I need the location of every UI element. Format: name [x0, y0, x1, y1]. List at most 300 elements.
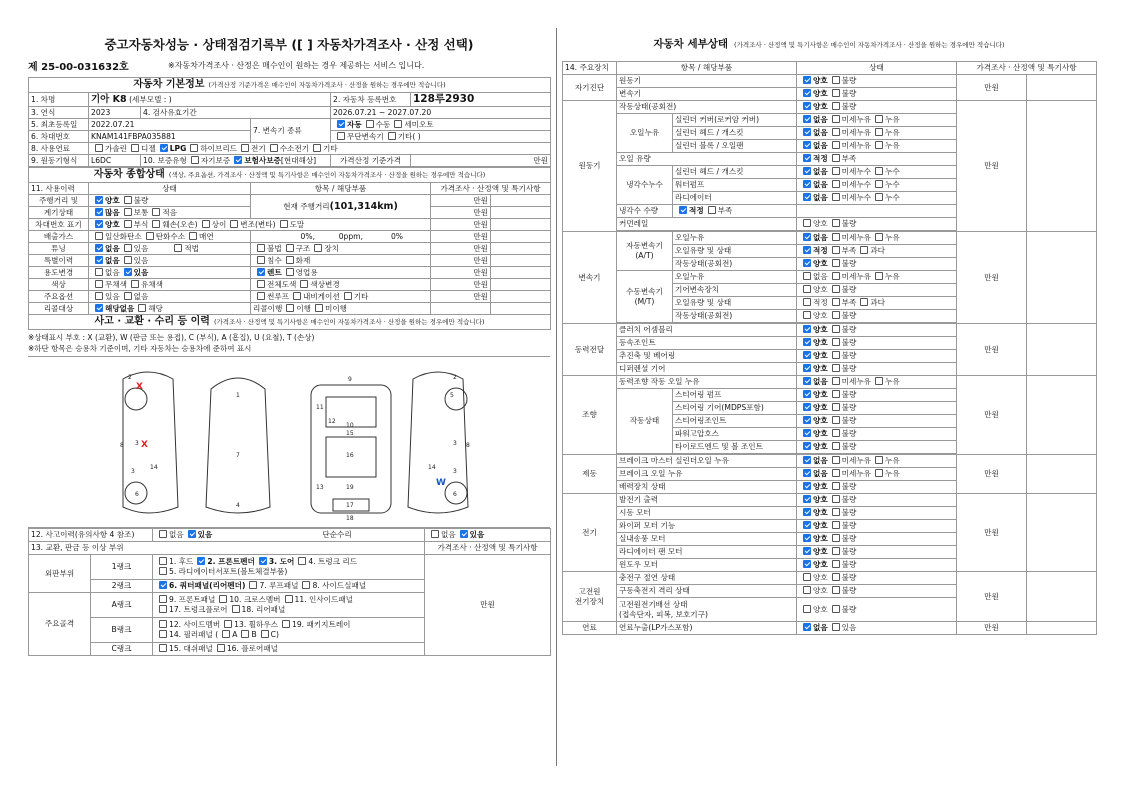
status-brake-oil: 없음 미세누유 누유: [797, 468, 957, 481]
group-fuel: 연료: [563, 622, 617, 635]
isolation-good-checkbox[interactable]: [803, 586, 811, 594]
row-usage-change: 용도변경: [29, 267, 89, 279]
note-basis: ※하단 항목은 승용차 기준이며, 기타 자동차는 승용차에 준하여 표시: [28, 344, 252, 353]
model-year: 2023: [89, 107, 141, 119]
lbl-n8-left: 8: [120, 442, 124, 449]
port-good-checkbox[interactable]: [803, 573, 811, 581]
options-items: 썬루프 내비게이션 기타: [251, 291, 431, 303]
status-ps-oil-leak: 없음 미세누유 누유: [797, 376, 957, 389]
at-leak-leak-checkbox[interactable]: [875, 233, 883, 241]
vin-diff-checkbox[interactable]: [202, 220, 210, 228]
left-panel: [28, 28, 550, 656]
master-fine-checkbox[interactable]: [832, 456, 840, 464]
shaft-bad-checkbox[interactable]: [832, 351, 840, 359]
rail-good-checkbox[interactable]: [803, 219, 811, 227]
price-engine: 만원: [957, 101, 1027, 232]
item-mt-oil-leak: 오일누유: [673, 271, 797, 284]
master-leak-checkbox[interactable]: [875, 456, 883, 464]
recall-applicable-checkbox[interactable]: [138, 304, 146, 312]
brake-oil-fine-checkbox[interactable]: [832, 469, 840, 477]
item-at-idle: 작동상태(공회전): [673, 258, 797, 271]
mt-gear-good-checkbox[interactable]: [803, 285, 811, 293]
side-sill-checkbox[interactable]: [302, 581, 310, 589]
sd-engine-bad-checkbox[interactable]: [832, 76, 840, 84]
fuel-lpg-checkbox[interactable]: [160, 144, 168, 152]
cyl-block-none-checkbox[interactable]: [803, 141, 811, 149]
at-oil-proper-checkbox[interactable]: [803, 246, 811, 254]
cyl-cover-leak-checkbox[interactable]: [875, 115, 883, 123]
co-checkbox[interactable]: [95, 232, 103, 240]
clutch-bad-checkbox[interactable]: [832, 325, 840, 333]
status-sd-engine: 양호 불량: [797, 75, 957, 88]
fire-checkbox[interactable]: [286, 256, 294, 264]
fuel-gasoline-checkbox[interactable]: [95, 144, 103, 152]
price-basis-value: 만원: [411, 155, 551, 167]
price-color: 만원: [431, 279, 491, 291]
starter-bad-checkbox[interactable]: [832, 508, 840, 516]
status-hv-wiring: 양호 불량: [797, 598, 957, 622]
door-checkbox[interactable]: [259, 557, 267, 565]
car-left-side: [123, 372, 178, 513]
lbl-n9: 9: [348, 376, 352, 383]
status-cyl-cover: 없음 미세누유 누유: [797, 114, 957, 127]
simple-exist-checkbox[interactable]: [460, 530, 468, 538]
window-bad-checkbox[interactable]: [832, 560, 840, 568]
row-recall: 리콜대상: [29, 303, 89, 315]
gauge-bad-checkbox[interactable]: [124, 196, 132, 204]
row-special: 특별이력: [29, 255, 89, 267]
col-detail-price: 가격조사 · 산정액 및 특기사항: [957, 62, 1097, 75]
wiper-good-checkbox[interactable]: [803, 521, 811, 529]
accident-none-checkbox[interactable]: [159, 530, 167, 538]
special-items: 침수 화재: [251, 255, 431, 267]
trunk-lid-checkbox[interactable]: [298, 557, 306, 565]
vin-mark-status: 양호 부식 훼손(오손) 상이 변조(변타) 도말: [89, 219, 431, 231]
chromatic-checkbox[interactable]: [131, 280, 139, 288]
radiator-fine-checkbox[interactable]: [832, 193, 840, 201]
item-steer-joint: 스티어링조인트: [673, 415, 797, 428]
vin-damage-checkbox[interactable]: [152, 220, 160, 228]
item-master-cyl: 브레이크 마스터 실린더오일 누유: [617, 455, 797, 468]
booster-good-checkbox[interactable]: [803, 482, 811, 490]
engine-type: L6DC: [89, 155, 141, 167]
mileage-status1: 양호 불량: [89, 195, 251, 207]
cyl-block-fine-checkbox[interactable]: [832, 141, 840, 149]
window-good-checkbox[interactable]: [803, 560, 811, 568]
mark-w-quarter-panel: W: [436, 478, 446, 488]
vin-good-checkbox[interactable]: [95, 220, 103, 228]
rank2-items: 6. 쿼터패널(리어펜더) 7. 루프패널 8. 사이드실패널: [153, 580, 425, 593]
row-mileage-label2: 계기상태: [29, 207, 89, 219]
status-window-motor: 양호 불량: [797, 559, 957, 572]
navi-checkbox[interactable]: [293, 292, 301, 300]
status-battery-isolation: 양호 불량: [797, 585, 957, 598]
pillar-a-checkbox[interactable]: [222, 630, 230, 638]
status-sd-trans: 양호 불량: [797, 88, 957, 101]
at-oil-low-checkbox[interactable]: [832, 246, 840, 254]
vin-alter-checkbox[interactable]: [230, 220, 238, 228]
item-mt-gear: 기어변속장치: [673, 284, 797, 297]
tuning-status: 없음 있음 적법: [89, 243, 251, 255]
usage-change-status: 없음 있음: [89, 267, 251, 279]
business-checkbox[interactable]: [286, 268, 294, 276]
status-booster: 양호 불량: [797, 481, 957, 494]
recall-done-checkbox[interactable]: [286, 304, 294, 312]
price-self-diag: 만원: [957, 75, 1027, 101]
mt-leak-none-checkbox[interactable]: [803, 272, 811, 280]
tuning-exist-checkbox[interactable]: [124, 244, 132, 252]
fuel-hybrid-checkbox[interactable]: [190, 144, 198, 152]
item-common-rail: 커먼레일: [617, 218, 797, 231]
master-none-checkbox[interactable]: [803, 456, 811, 464]
sd-engine-good-checkbox[interactable]: [803, 76, 811, 84]
item-clutch: 클러치 어셈블리: [617, 324, 797, 337]
water-pump-fine-checkbox[interactable]: [832, 180, 840, 188]
diff-bad-checkbox[interactable]: [832, 364, 840, 372]
mt-oil-low-checkbox[interactable]: [832, 298, 840, 306]
item-diff-gear: 디퍼렌셜 기어: [617, 363, 797, 376]
mt-gear-bad-checkbox[interactable]: [832, 285, 840, 293]
status-coolant-level: 적정 부족: [673, 205, 797, 218]
mt-oil-over-checkbox[interactable]: [860, 298, 868, 306]
mileage-many-checkbox[interactable]: [95, 208, 103, 216]
label-outer-panel: 외판부위: [29, 555, 91, 593]
paint-checkbox[interactable]: [257, 280, 265, 288]
gauge-good-checkbox[interactable]: [95, 196, 103, 204]
sd-trans-bad-checkbox[interactable]: [832, 89, 840, 97]
group-engine: 원동기: [563, 101, 617, 232]
gear-cvt-checkbox[interactable]: [337, 132, 345, 140]
cool-head-fine-checkbox[interactable]: [832, 167, 840, 175]
cyl-head-fine-checkbox[interactable]: [832, 128, 840, 136]
cool-head-none-checkbox[interactable]: [803, 167, 811, 175]
status-fuel-leak: 없음 있음: [797, 622, 957, 635]
gear-semi-checkbox[interactable]: [394, 120, 402, 128]
floor-panel-checkbox[interactable]: [217, 644, 225, 652]
status-mt-idle: 양호 불량: [797, 310, 957, 323]
gear-manual-checkbox[interactable]: [366, 120, 374, 128]
quarter-panel-checkbox[interactable]: [159, 581, 167, 589]
radiator-leak-checkbox[interactable]: [875, 193, 883, 201]
item-sd-engine: 원동기: [617, 75, 797, 88]
steer-gear-bad-checkbox[interactable]: [832, 403, 840, 411]
recall-items: 리콜이행 이행 미이행: [251, 303, 431, 315]
tuning-none-checkbox[interactable]: [95, 244, 103, 252]
status-cool-head: 없음 미세누수 누수: [797, 166, 957, 179]
mt-idle-bad-checkbox[interactable]: [832, 311, 840, 319]
recall-status: 해당없음 해당: [89, 303, 251, 315]
accident-history-status: 없음 있음 단순수리: [153, 529, 425, 542]
oil-level-proper-checkbox[interactable]: [803, 154, 811, 162]
steer-gear-good-checkbox[interactable]: [803, 403, 811, 411]
mt-idle-good-checkbox[interactable]: [803, 311, 811, 319]
radiator-none-checkbox[interactable]: [803, 193, 811, 201]
status-hp-hose: 양호 불량: [797, 428, 957, 441]
cv-good-checkbox[interactable]: [803, 338, 811, 346]
item-at-oil-level: 오일유량 및 상태: [673, 245, 797, 258]
at-idle-bad-checkbox[interactable]: [832, 259, 840, 267]
price-options: 만원: [431, 291, 491, 303]
price-fuel: 만원: [957, 622, 1027, 635]
basic-info-table: [28, 77, 551, 167]
water-pump-none-checkbox[interactable]: [803, 180, 811, 188]
label-engine: 9. 원동기형식: [29, 155, 89, 167]
fan-bad-checkbox[interactable]: [832, 547, 840, 555]
tuning-struct-checkbox[interactable]: [286, 244, 294, 252]
pillar-c-checkbox[interactable]: [261, 630, 269, 638]
steer-pump-good-checkbox[interactable]: [803, 390, 811, 398]
price-special: 만원: [431, 255, 491, 267]
item-steer-pump: 스티어링 펌프: [673, 389, 797, 402]
roof-panel-checkbox[interactable]: [249, 581, 257, 589]
special-none-checkbox[interactable]: [95, 256, 103, 264]
item-radiator: 라디에이터: [673, 192, 797, 205]
steer-joint-bad-checkbox[interactable]: [832, 416, 840, 424]
price-elec: 만원: [957, 494, 1027, 572]
mt-leak-leak-checkbox[interactable]: [875, 272, 883, 280]
lbl-n15: 15: [346, 430, 354, 437]
warranty-insurer-checkbox[interactable]: [234, 156, 242, 164]
wheel-house-checkbox[interactable]: [224, 620, 232, 628]
recall-not-done-checkbox[interactable]: [315, 304, 323, 312]
price-brake: 만원: [957, 455, 1027, 494]
fuel-options: 가솔린 디젤 LPG 하이브리드 전기 수소전기 기타: [89, 143, 551, 155]
status-cyl-block: 없음 미세누유 누유: [797, 140, 957, 153]
right-panel: [562, 28, 1096, 635]
lbl-n2-right: 2: [453, 374, 457, 381]
brake-oil-leak-checkbox[interactable]: [875, 469, 883, 477]
special-exist-checkbox[interactable]: [124, 256, 132, 264]
item-fan-motor: 라디에이터 팬 모터: [617, 546, 797, 559]
mileage-normal-checkbox[interactable]: [124, 208, 132, 216]
item-booster: 배력장치 상태: [617, 481, 797, 494]
front-fender-checkbox[interactable]: [197, 557, 205, 565]
group-high-voltage: 고전원 전기장치: [563, 572, 617, 622]
sunroof-checkbox[interactable]: [257, 292, 265, 300]
mileage-few-checkbox[interactable]: [152, 208, 160, 216]
lbl-n17: 17: [346, 502, 354, 509]
hose-good-checkbox[interactable]: [803, 429, 811, 437]
steer-pump-bad-checkbox[interactable]: [832, 390, 840, 398]
isolation-bad-checkbox[interactable]: [832, 586, 840, 594]
mt-leak-fine-checkbox[interactable]: [832, 272, 840, 280]
basic-section-header: 자동차 기본정보 (가격산정 기준가격은 매수인이 자동차가격조사 · 산정을 원하는 경우에만 적습니다): [29, 78, 551, 93]
starter-good-checkbox[interactable]: [803, 508, 811, 516]
color-items: 전체도색 색상변경: [251, 279, 431, 291]
coolant-proper-checkbox[interactable]: [679, 206, 687, 214]
wiring-bad-checkbox[interactable]: [832, 605, 840, 613]
cv-bad-checkbox[interactable]: [832, 338, 840, 346]
recall-na-checkbox[interactable]: [95, 304, 103, 312]
gear-etc-checkbox[interactable]: [388, 132, 396, 140]
accident-section-header: 사고 · 교환 · 수리 등 이력 (가격조사 · 산정액 및 특기사항은 매수인이 자동차가격조사 · 산정을 원하는 경우에만 적습니다): [29, 315, 551, 330]
label-car-name: 1. 차명: [29, 93, 89, 107]
price-high-voltage: 만원: [957, 572, 1027, 622]
engine-idle-good-checkbox[interactable]: [803, 102, 811, 110]
options-none-checkbox[interactable]: [124, 292, 132, 300]
mark-x-front-fender: X: [136, 382, 143, 392]
fuel-etc-checkbox[interactable]: [313, 144, 321, 152]
options-exist-checkbox[interactable]: [95, 292, 103, 300]
lbl-n14-right: 14: [428, 464, 436, 471]
front-panel-checkbox[interactable]: [159, 595, 167, 603]
status-engine-idle: 양호 불량: [797, 101, 957, 114]
sub-auto-trans: 자동변속기 (A/T): [617, 232, 673, 271]
price-usage: 만원: [431, 267, 491, 279]
smoke-checkbox[interactable]: [189, 232, 197, 240]
pillar-panel-checkbox[interactable]: [159, 630, 167, 638]
lbl-n3-right: 3: [453, 440, 457, 447]
status-fan-motor: 양호 불량: [797, 546, 957, 559]
ps-leak-none-checkbox[interactable]: [803, 377, 811, 385]
pillar-b-checkbox[interactable]: [241, 630, 249, 638]
row-emission: 배출가스: [29, 231, 89, 243]
clutch-good-checkbox[interactable]: [803, 325, 811, 333]
booster-bad-checkbox[interactable]: [832, 482, 840, 490]
hood-checkbox[interactable]: [159, 557, 167, 565]
label-inspect: 4. 검사유효기간: [141, 107, 331, 119]
status-at-oil-level: 적정 부족 과다: [797, 245, 957, 258]
fuel-leak-none-checkbox[interactable]: [803, 623, 811, 631]
ps-leak-fine-checkbox[interactable]: [832, 377, 840, 385]
vin-lost-checkbox[interactable]: [280, 220, 288, 228]
status-master-cyl: 없음 미세누유 누유: [797, 455, 957, 468]
achromatic-checkbox[interactable]: [95, 280, 103, 288]
option-etc-checkbox[interactable]: [344, 292, 352, 300]
gear-auto-checkbox[interactable]: [337, 120, 345, 128]
diff-good-checkbox[interactable]: [803, 364, 811, 372]
simple-repair-status: 없음 있음: [425, 529, 551, 542]
inside-panel-checkbox[interactable]: [285, 595, 293, 603]
lbl-n7: 7: [236, 452, 240, 459]
cyl-head-leak-checkbox[interactable]: [875, 128, 883, 136]
hose-bad-checkbox[interactable]: [832, 429, 840, 437]
sub-coolant-leak: 냉각수누수: [617, 166, 673, 205]
engine-idle-bad-checkbox[interactable]: [832, 102, 840, 110]
lbl-n8-right: 8: [466, 442, 470, 449]
options-status: 있음 없음: [89, 291, 251, 303]
tuning-legal-checkbox[interactable]: [174, 244, 182, 252]
fan-good-checkbox[interactable]: [803, 547, 811, 555]
wiring-good-checkbox[interactable]: [803, 605, 811, 613]
cyl-block-leak-checkbox[interactable]: [875, 141, 883, 149]
blower-bad-checkbox[interactable]: [832, 534, 840, 542]
cyl-cover-none-checkbox[interactable]: [803, 115, 811, 123]
cool-head-leak-checkbox[interactable]: [875, 167, 883, 175]
accident-exist-checkbox[interactable]: [188, 530, 196, 538]
flood-checkbox[interactable]: [257, 256, 265, 264]
water-pump-leak-checkbox[interactable]: [875, 180, 883, 188]
hc-checkbox[interactable]: [146, 232, 154, 240]
status-mt-oil-leak: 없음 미세누유 누유: [797, 271, 957, 284]
status-alternator: 양호 불량: [797, 494, 957, 507]
alt-bad-checkbox[interactable]: [832, 495, 840, 503]
rear-panel-checkbox[interactable]: [232, 605, 240, 613]
tuning-illegal-checkbox[interactable]: [257, 244, 265, 252]
item-at-oil-leak: 오일누유: [673, 232, 797, 245]
brake-oil-none-checkbox[interactable]: [803, 469, 811, 477]
item-steer-gear: 스티어링 기어(MDPS포함): [673, 402, 797, 415]
cross-member-checkbox[interactable]: [219, 595, 227, 603]
usage-none-checkbox[interactable]: [95, 268, 103, 276]
detail-status-table: [562, 61, 1097, 635]
radiator-support-checkbox[interactable]: [159, 567, 167, 575]
shaft-good-checkbox[interactable]: [803, 351, 811, 359]
emission-values: 0%, 0ppm, 0%: [251, 231, 431, 243]
lbl-n18: 18: [346, 515, 354, 522]
blower-good-checkbox[interactable]: [803, 534, 811, 542]
coolant-low-checkbox[interactable]: [708, 206, 716, 214]
at-idle-good-checkbox[interactable]: [803, 259, 811, 267]
simple-none-checkbox[interactable]: [431, 530, 439, 538]
sd-trans-good-checkbox[interactable]: [803, 89, 811, 97]
status-steer-joint: 양호 불량: [797, 415, 957, 428]
item-cool-head: 실린더 헤드 / 개스킷: [673, 166, 797, 179]
at-leak-none-checkbox[interactable]: [803, 233, 811, 241]
item-cyl-head: 실린더 헤드 / 개스킷: [673, 127, 797, 140]
port-bad-checkbox[interactable]: [832, 573, 840, 581]
usage-exist-checkbox[interactable]: [124, 268, 132, 276]
lbl-n14-left: 14: [150, 464, 158, 471]
document-number: 제 25-00-031632호: [28, 62, 129, 73]
vin-rust-checkbox[interactable]: [124, 220, 132, 228]
car-diagram: [28, 357, 550, 528]
trunk-floor-checkbox[interactable]: [159, 605, 167, 613]
cyl-head-none-checkbox[interactable]: [803, 128, 811, 136]
at-oil-over-checkbox[interactable]: [860, 246, 868, 254]
emission-types: 일산화탄소 탄화수소 매연: [89, 231, 251, 243]
lbl-n3b-left: 3: [131, 468, 135, 475]
cyl-cover-fine-checkbox[interactable]: [832, 115, 840, 123]
tuning-device-checkbox[interactable]: [314, 244, 322, 252]
fuel-leak-exist-checkbox[interactable]: [832, 623, 840, 631]
item-cyl-cover: 실린더 커버(로커암 커버): [673, 114, 797, 127]
label-gear: 7. 변속기 종류: [251, 119, 331, 143]
warranty-self-checkbox[interactable]: [191, 156, 199, 164]
at-leak-fine-checkbox[interactable]: [832, 233, 840, 241]
label-rank2: 2랭크: [91, 580, 153, 593]
package-tray-checkbox[interactable]: [282, 620, 290, 628]
tie-rod-bad-checkbox[interactable]: [832, 442, 840, 450]
ps-leak-leak-checkbox[interactable]: [875, 377, 883, 385]
usage-change-items: 렌트 영업용: [251, 267, 431, 279]
oil-level-low-checkbox[interactable]: [832, 154, 840, 162]
fuel-hydrogen-checkbox[interactable]: [270, 144, 278, 152]
fuel-diesel-checkbox[interactable]: [131, 144, 139, 152]
side-member-checkbox[interactable]: [159, 620, 167, 628]
gear-row2: 무단변속기 기타( ): [331, 131, 551, 143]
item-battery-isolation: 구동축전지 격리 상태: [617, 585, 797, 598]
item-cv-joint: 등속조인트: [617, 337, 797, 350]
tie-rod-good-checkbox[interactable]: [803, 442, 811, 450]
mt-oil-proper-checkbox[interactable]: [803, 298, 811, 306]
steer-joint-good-checkbox[interactable]: [803, 416, 811, 424]
rent-checkbox[interactable]: [257, 268, 265, 276]
alt-good-checkbox[interactable]: [803, 495, 811, 503]
color-change-checkbox[interactable]: [300, 280, 308, 288]
fuel-electric-checkbox[interactable]: [241, 144, 249, 152]
status-at-oil-leak: 없음 미세누유 누유: [797, 232, 957, 245]
dash-panel-checkbox[interactable]: [159, 644, 167, 652]
status-mt-oil-level: 적정 부족 과다: [797, 297, 957, 310]
rail-bad-checkbox[interactable]: [832, 219, 840, 227]
label-year: 3. 연식: [29, 107, 89, 119]
price-steer: 만원: [957, 376, 1027, 455]
label-first-reg: 5. 최초등록일: [29, 119, 89, 131]
wiper-bad-checkbox[interactable]: [832, 521, 840, 529]
lbl-n4: 4: [236, 502, 240, 509]
status-steer-gear: 양호 불량: [797, 402, 957, 415]
